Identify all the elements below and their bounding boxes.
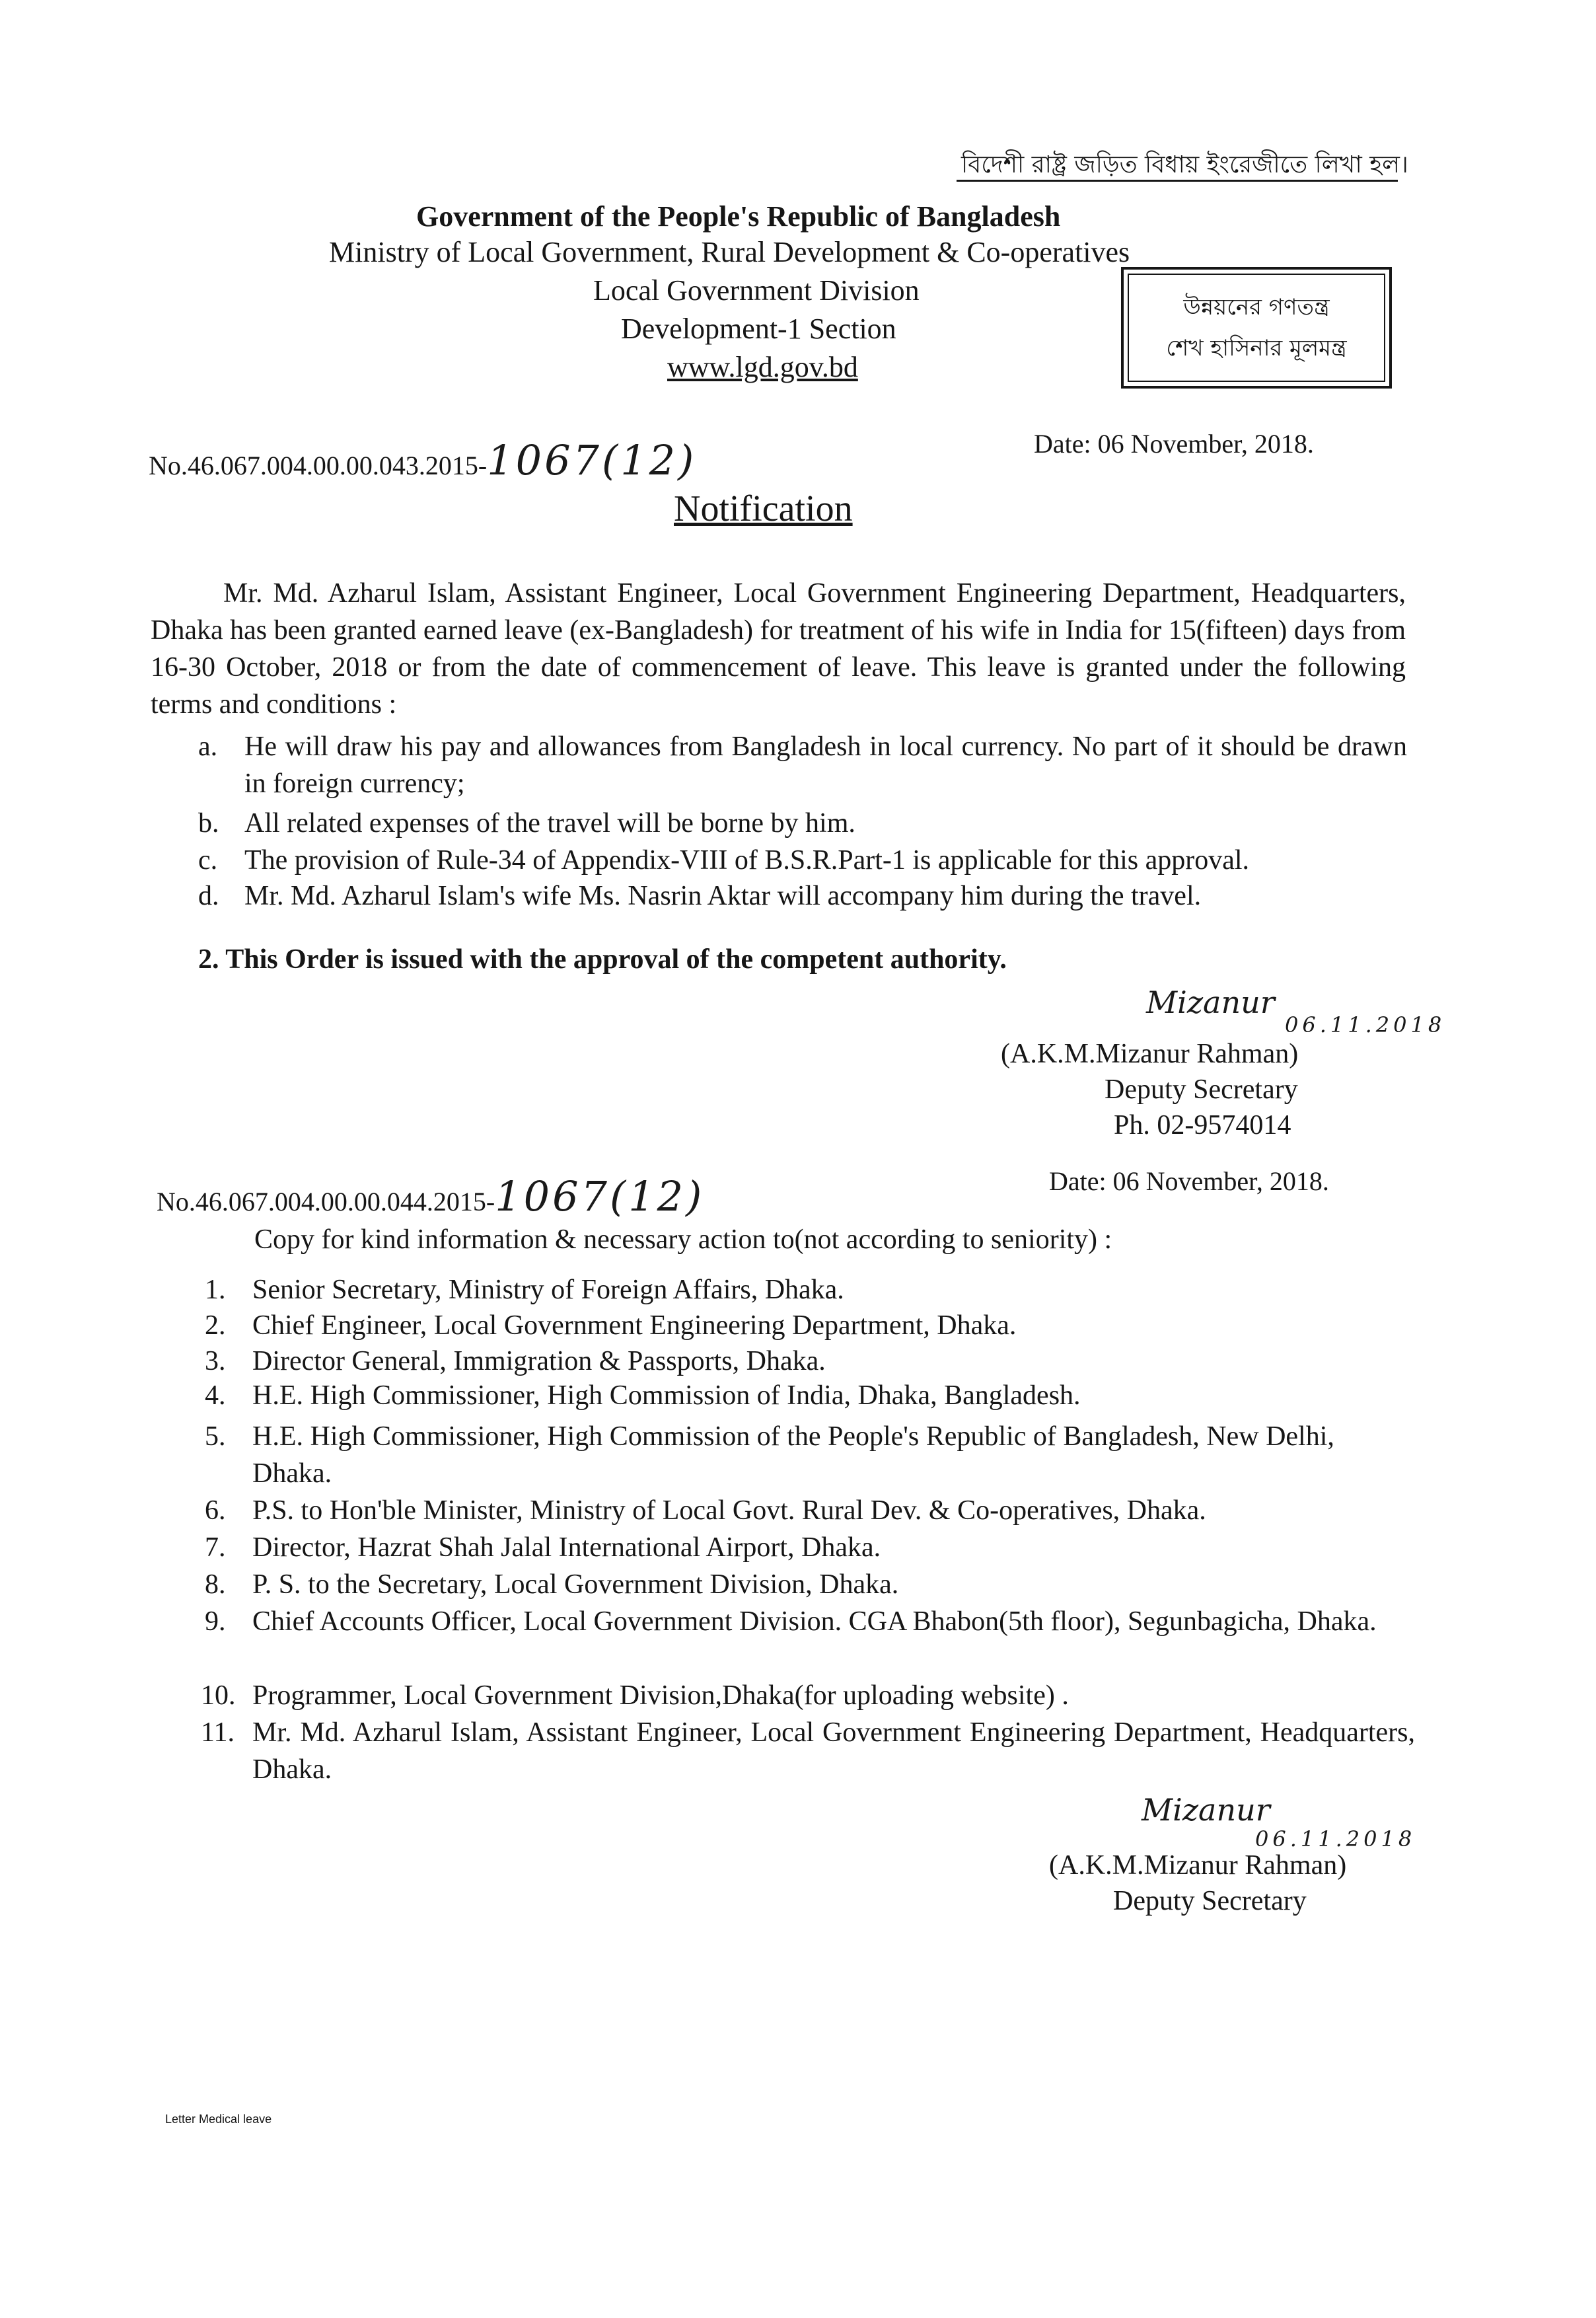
motto-line-2: শেখ হাসিনার মূলমন্ত্র (1166, 335, 1347, 361)
recipient-number: 1. (205, 1275, 226, 1305)
language-note: বিদেশী রাষ্ট্র জড়িত বিধায় ইংরেজীতে লিখা হল। (961, 151, 1408, 178)
recipient-number: 5. (205, 1421, 226, 1452)
recipient-number: 11. (201, 1717, 235, 1748)
recipient-number: 10. (201, 1680, 236, 1711)
signature-scribble: Mizanur (1146, 985, 1275, 1020)
copy-intro: Copy for kind information & necessary action to(not according to seniority) : (254, 1224, 1112, 1255)
handwritten-reference: 1067(12) (495, 1172, 705, 1220)
signatory-designation: Deputy Secretary (1113, 1886, 1307, 1916)
reference-number (149, 436, 696, 484)
recipient-number: 6. (205, 1495, 226, 1526)
condition-text: All related expenses of the travel will be borne by him. (244, 808, 855, 839)
notification-date: Date: 06 November, 2018. (1034, 429, 1314, 459)
section-name: Development-1 Section (621, 313, 896, 345)
handwritten-reference: 1067(12) (487, 436, 697, 484)
recipient-number: 3. (205, 1346, 226, 1376)
recipient-number: 9. (205, 1606, 226, 1637)
notification-title: Notification (674, 488, 853, 529)
signatory-name: (A.K.M.Mizanur Rahman) (1001, 1039, 1299, 1069)
recipient-number: 8. (205, 1569, 226, 1600)
recipient-text: Senior Secretary, Ministry of Foreign Affairs, Dhaka. (252, 1275, 844, 1305)
recipient-text: Mr. Md. Azharul Islam, Assistant Engineer, Local Government Engineering Department, Headquarters, Dhaka. (252, 1717, 1415, 1785)
recipient-text: Director General, Immigration & Passports, Dhaka. (252, 1346, 826, 1376)
signature-date: 06.11.2018 (1255, 1826, 1416, 1851)
divider (957, 180, 1398, 182)
conditions-list (198, 728, 1414, 913)
order-statement: 2. This Order is issued with the approval of the competent authority. (198, 944, 1007, 975)
condition-marker: d. (198, 881, 219, 911)
recipient-text: Director, Hazrat Shah Jalal International Airport, Dhaka. (252, 1532, 881, 1563)
signatory-phone: Ph. 02-9574014 (1114, 1110, 1291, 1140)
recipient-text: H.E. High Commissioner, High Commission of India, Dhaka, Bangladesh. (252, 1380, 1081, 1411)
footer-note: Letter Medical leave (165, 2112, 272, 2126)
condition-text: The provision of Rule-34 of Appendix-VIII of B.S.R.Part-1 is applicable for this approval. (244, 845, 1250, 876)
body-paragraph: Mr. Md. Azharul Islam, Assistant Engineer, Local Government Engineering Department, Headquarters, Dhaka has been granted earned leave (ex-Bangladesh) for treatment of his wife in India for 15(fifteen) days from 16-30 October, 2018 or from the date of commencement of leave. This leave is granted under the following terms and conditions : (151, 578, 1406, 720)
ministry-name: Ministry of Local Government, Rural Development & Co-operatives (329, 236, 1130, 268)
motto-line-1: উন্নয়নের গণতন্ত্র (1183, 294, 1330, 320)
signatory-name: (A.K.M.Mizanur Rahman) (1049, 1850, 1347, 1881)
copy-date: Date: 06 November, 2018. (1049, 1166, 1329, 1196)
reference-prefix: No.46.067.004.00.00.043.2015- (149, 451, 488, 480)
recipient-text: Chief Engineer, Local Government Engineering Department, Dhaka. (252, 1310, 1017, 1341)
condition-marker: a. (198, 731, 218, 762)
copy-reference-number (157, 1172, 704, 1220)
recipient-text: Programmer, Local Government Division,Dhaka(for uploading website) . (252, 1680, 1069, 1711)
signature-scribble: Mizanur (1142, 1792, 1270, 1828)
motto-box (1121, 267, 1392, 389)
government-title: Government of the People's Republic of Bangladesh (416, 200, 1061, 233)
signatory-designation: Deputy Secretary (1105, 1074, 1298, 1105)
division-name: Local Government Division (593, 274, 920, 307)
recipient-text: P.S. to Hon'ble Minister, Ministry of Local Govt. Rural Dev. & Co-operatives, Dhaka. (252, 1495, 1206, 1526)
recipient-number: 7. (205, 1532, 226, 1563)
recipients-list (201, 1271, 1415, 1800)
condition-text: He will draw his pay and allowances from Bangladesh in local currency. No part of it should be drawn in foreign currency; (244, 731, 1407, 799)
condition-marker: b. (198, 808, 219, 839)
recipient-text: P. S. to the Secretary, Local Government Division, Dhaka. (252, 1569, 899, 1600)
signature-date: 06.11.2018 (1285, 1012, 1446, 1037)
recipient-text: Chief Accounts Officer, Local Government Division. CGA Bhabon(5th floor), Segunbagicha, Dhaka. (252, 1606, 1377, 1637)
website-link[interactable]: www.lgd.gov.bd (667, 351, 858, 383)
condition-marker: c. (198, 845, 218, 876)
reference-prefix: No.46.067.004.00.00.044.2015- (157, 1187, 495, 1216)
recipient-number: 4. (205, 1380, 226, 1411)
recipient-text: H.E. High Commissioner, High Commission of the People's Republic of Bangladesh, New Delhi, Dhaka. (252, 1421, 1334, 1489)
condition-text: Mr. Md. Azharul Islam's wife Ms. Nasrin Aktar will accompany him during the travel. (244, 881, 1202, 911)
notification-body (151, 575, 1406, 723)
recipient-number: 2. (205, 1310, 226, 1341)
condition-item (198, 728, 1414, 802)
